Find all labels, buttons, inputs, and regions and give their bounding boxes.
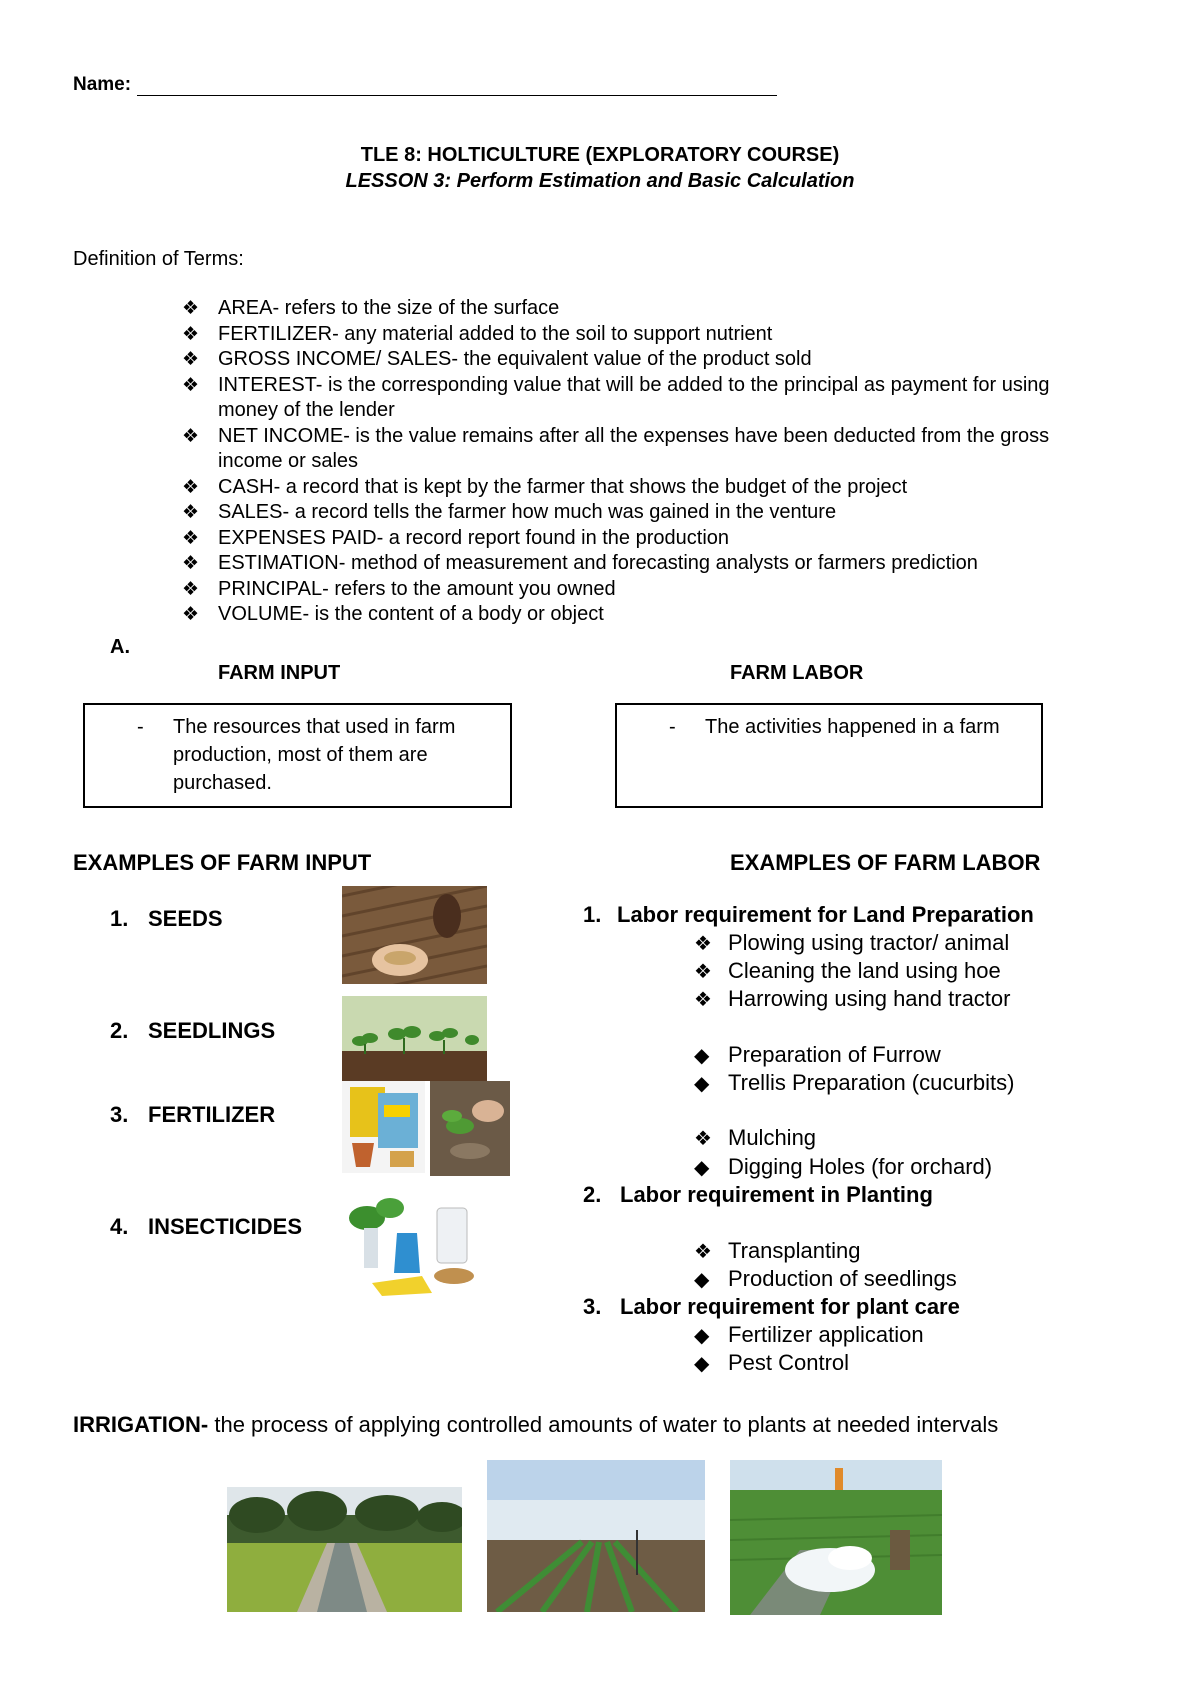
farm-input-item-seedlings: 2. SEEDLINGS	[110, 1018, 276, 1043]
labor-subitem: ◆ Fertilizer application	[694, 1321, 924, 1350]
labor-subitem: ❖ Mulching	[694, 1124, 816, 1153]
labor-subitem: ◆ Trellis Preparation (cucurbits)	[694, 1069, 1015, 1098]
seedlings-photo	[342, 996, 487, 1081]
diamond-bullet-icon: ❖	[694, 1128, 712, 1150]
labor-subitem: ❖ Cleaning the land using hoe	[694, 957, 1001, 986]
page-title: TLE 8: HOLTICULTURE (EXPLORATORY COURSE)	[360, 144, 840, 166]
diamond-bullet-icon: ❖	[182, 425, 200, 447]
diamond-bullet-icon: ❖	[182, 298, 200, 319]
insecticides-photo	[342, 1188, 477, 1298]
labor-subitem: ◆ Preparation of Furrow	[694, 1041, 941, 1070]
definition-item: ❖ PRINCIPAL- refers to the amount you owned	[182, 577, 1112, 603]
diamond-bullet-icon: ❖	[182, 349, 200, 370]
diamond-bullet-icon: ❖	[182, 323, 200, 345]
definition-item: ❖ ESTIMATION- method of measurement and forecasting analysts or farmers prediction	[182, 551, 1112, 577]
diamond-bullet-icon: ◆	[694, 1045, 710, 1067]
diamond-bullet-icon: ❖	[182, 553, 200, 574]
labor-subitem: ◆ Production of seedlings	[694, 1265, 957, 1294]
labor-subitem: ◆ Pest Control	[694, 1349, 849, 1378]
diamond-bullet-icon: ❖	[182, 578, 200, 600]
definition-item: ❖ AREA- refers to the size of the surface	[182, 296, 1112, 322]
lesson-title: LESSON 3: Perform Estimation and Basic Calculation	[345, 170, 855, 192]
farm-labor-definition-box	[615, 703, 1043, 808]
sprinkler-field-photo	[487, 1460, 705, 1612]
irrigation-term: IRRIGATION-	[73, 1412, 209, 1437]
labor-group-title: Labor requirement in Planting	[620, 1182, 933, 1207]
definition-item: ❖ INTEREST- is the corresponding value that will be added to the principal as payment for using money of the lender	[182, 373, 1050, 421]
section-a-label: A.	[110, 636, 130, 658]
seeds-in-hand-photo	[342, 886, 487, 984]
diamond-bullet-icon: ❖	[694, 1241, 712, 1263]
farm-input-definition: The resources that used in farm production, most of them are purchased.	[173, 716, 456, 794]
farm-input-item-insecticides: 4. INSECTICIDES	[110, 1214, 303, 1239]
farm-labor-heading: FARM LABOR	[730, 662, 864, 684]
farm-input-heading: FARM INPUT	[218, 662, 341, 684]
definitions-list	[182, 296, 1112, 628]
water-pump-photo	[730, 1460, 942, 1615]
definition-item: ❖ EXPENSES PAID- a record report found in the production	[182, 526, 1112, 552]
labor-group-land-preparation: 1. Labor requirement for Land Preparation	[583, 902, 1034, 927]
dash-bullet: -	[137, 716, 144, 738]
fertilizer-bags-photo	[342, 1081, 425, 1173]
definitions-heading: Definition of Terms:	[73, 248, 244, 270]
definition-item: ❖ SALES- a record tells the farmer how much was gained in the venture	[182, 500, 1112, 526]
farm-input-item-fertilizer: 3. FERTILIZER	[110, 1102, 276, 1127]
diamond-bullet-icon: ◆	[694, 1325, 710, 1347]
labor-subitem: ❖ Harrowing using hand tractor	[694, 985, 1010, 1014]
farm-input-item-seeds: 1. SEEDS	[110, 906, 223, 931]
examples-farm-input-heading: EXAMPLES OF FARM INPUT	[73, 850, 372, 875]
diamond-bullet-icon: ❖	[694, 989, 712, 1011]
diamond-bullet-icon: ◆	[694, 1269, 710, 1291]
diamond-bullet-icon: ❖	[182, 374, 200, 396]
definition-item: ❖ GROSS INCOME/ SALES- the equivalent value of the product sold	[182, 347, 1112, 373]
labor-subitem: ❖ Plowing using tractor/ animal	[694, 929, 1009, 958]
farm-input-definition-box	[83, 703, 512, 808]
labor-group-plant-care: 3. Labor requirement for plant care	[583, 1294, 960, 1319]
definition-item: ❖ FERTILIZER- any material added to the soil to support nutrient	[182, 322, 1112, 348]
diamond-bullet-icon: ◆	[694, 1073, 710, 1095]
labor-group-title: Labor requirement for plant care	[620, 1294, 960, 1319]
diamond-bullet-icon: ❖	[182, 476, 200, 498]
diamond-bullet-icon: ◆	[694, 1353, 710, 1375]
examples-farm-labor-heading: EXAMPLES OF FARM LABOR	[730, 850, 1041, 875]
diamond-bullet-icon: ❖	[694, 933, 712, 955]
farm-labor-definition: The activities happened in a farm	[705, 716, 1000, 738]
definition-item: ❖ CASH- a record that is kept by the farmer that shows the budget of the project	[182, 475, 1112, 501]
name-label: Name:	[73, 74, 132, 95]
definition-item: ❖ NET INCOME- is the value remains after all the expenses have been deducted from the gross income or sales	[182, 424, 1050, 472]
irrigation-canal-photo	[227, 1487, 462, 1612]
diamond-bullet-icon: ❖	[182, 604, 200, 625]
name-blank-line[interactable]	[137, 77, 777, 96]
name-field	[73, 74, 777, 96]
diamond-bullet-icon: ◆	[694, 1157, 710, 1179]
dash-bullet: -	[669, 716, 676, 738]
labor-subitem: ◆ Digging Holes (for orchard)	[694, 1153, 992, 1182]
definition-item: ❖ VOLUME- is the content of a body or object	[182, 602, 1112, 628]
labor-group-planting: 2. Labor requirement in Planting	[583, 1182, 933, 1207]
diamond-bullet-icon: ❖	[182, 502, 200, 523]
labor-subitem: ❖ Transplanting	[694, 1237, 860, 1266]
fertilizer-application-photo	[430, 1081, 510, 1176]
diamond-bullet-icon: ❖	[182, 527, 200, 549]
labor-group-title: Labor requirement for Land Preparation	[617, 902, 1034, 927]
diamond-bullet-icon: ❖	[694, 961, 712, 983]
irrigation-definition: IRRIGATION- the process of applying controlled amounts of water to plants at needed intervals	[73, 1412, 999, 1437]
